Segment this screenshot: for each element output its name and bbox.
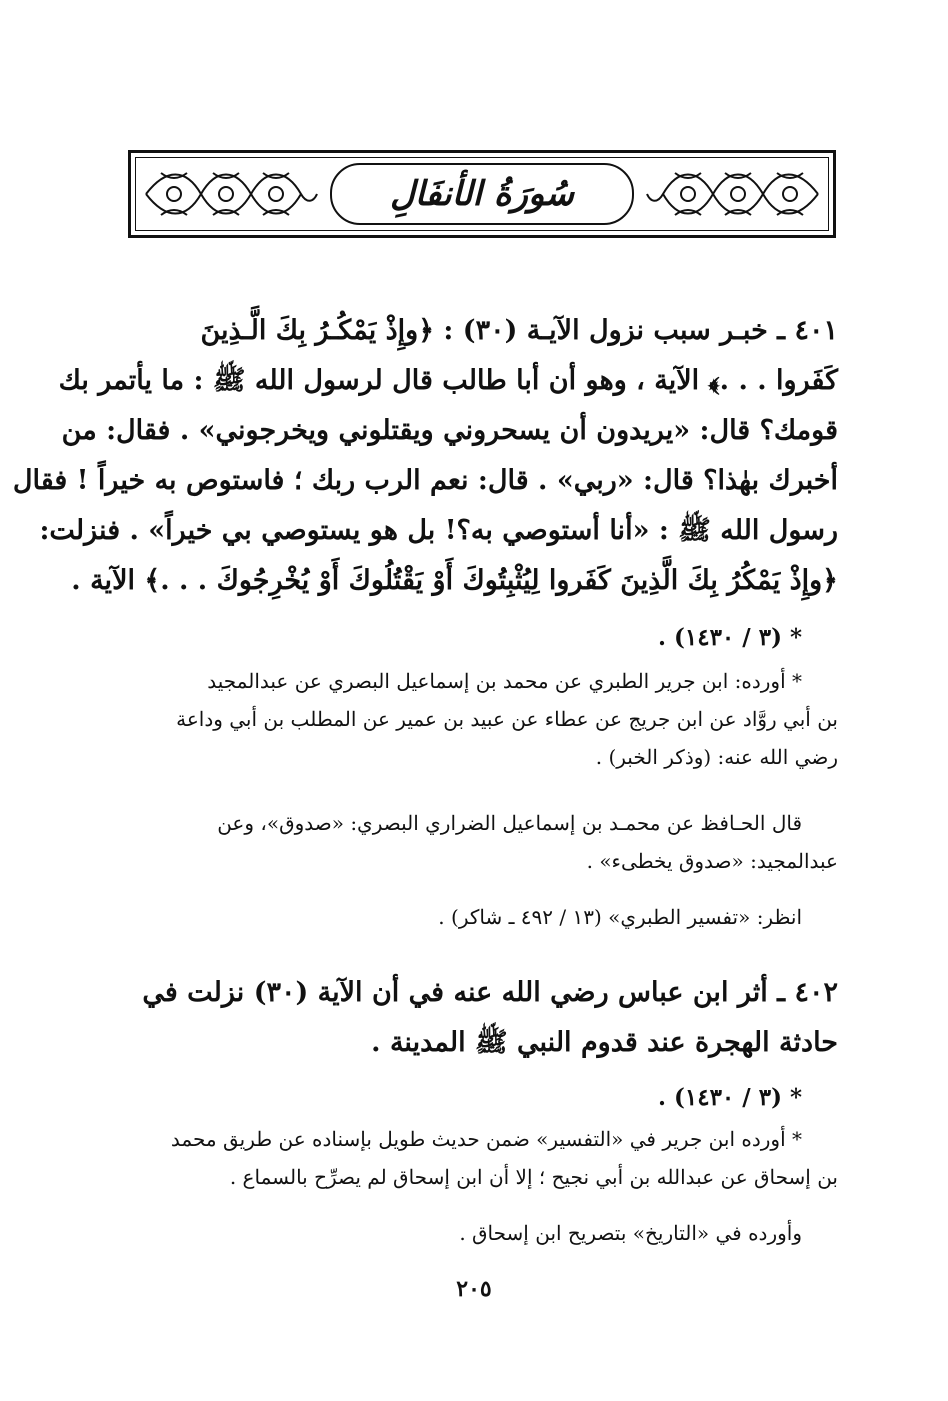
entry-401-note-line: عبدالمجيد: «صدوق يخطىء» . <box>586 849 838 873</box>
entry-402-reference <box>74 1078 838 1118</box>
entry-402-notes-2 <box>110 1214 838 1252</box>
entry-401-line: أخبرك بهٰذا؟ قال: «ربي» . قال: نعم الرب ربك ؛ فاستوص به خيراً ! فقال <box>12 465 838 496</box>
entry-401-reference <box>74 618 838 658</box>
entry-402-text <box>110 968 838 1068</box>
surah-title: سُورَةُ الأنفَالِ <box>390 174 575 214</box>
entry-401-note-line: رضي الله عنه: (وذكر الخبر) . <box>595 745 838 769</box>
entry-402-line: ٤٠٢ ـ أثر ابن عباس رضي الله عنه في أن الآية (٣٠) نزلت في <box>142 977 838 1008</box>
entry-401-line: رسول الله ﷺ : «أنا أستوصي به؟! بل هو يستوصي بي خيراً» . فنزلت: <box>39 515 838 546</box>
entry-402-note-line: وأورده في «التاريخ» بتصريح ابن إسحاق . <box>459 1221 802 1245</box>
surah-title-cartouche <box>330 163 634 225</box>
entry-402-note-line: بن إسحاق عن عبدالله بن أبي نجيح ؛ إلا أن ابن إسحاق لم يصرِّح بالسماع . <box>229 1165 838 1189</box>
entry-402-ref: * (٣ / ١٤٣٠) . <box>657 1084 802 1111</box>
entry-401-line: كَفَروا . . .﴾ الآية ، وهو أن أبا طالب قال لرسول الله ﷺ : ما يأتمر بك <box>58 365 838 396</box>
entry-401-notes-2 <box>110 804 838 880</box>
entry-402-note-line: * أورده ابن جرير في «التفسير» ضمن حديث طويل بإسناده عن طريق محمد <box>170 1127 802 1151</box>
entry-401-see-also <box>110 898 838 936</box>
entry-401-note-line: قال الحـافظ عن محمـد بن إسماعيل الضراري البصري: «صدوق»، وعن <box>217 811 802 835</box>
page-number: ٢٠٥ <box>456 1276 492 1302</box>
entry-402-notes <box>110 1120 838 1196</box>
surah-banner <box>128 150 836 238</box>
entry-401-note-line: * أورده: ابن جرير الطبري عن محمد بن إسماعيل البصري عن عبدالمجيد <box>207 669 802 693</box>
entry-401-text <box>12 306 838 606</box>
arabesque-ornament-left-icon <box>141 163 321 225</box>
entry-401-see: انظر: «تفسير الطبري» (١٣ / ٤٩٢ ـ شاكر) . <box>438 905 802 929</box>
entry-401-ref: * (٣ / ١٤٣٠) . <box>657 624 802 651</box>
entry-402-line: حادثة الهجرة عند قدوم النبي ﷺ المدينة . <box>371 1027 838 1058</box>
entry-401-note-line: بن أبي روَّاد عن ابن جريج عن عطاء عن عبيد بن عمير عن المطلب بن أبي وداعة <box>176 707 838 731</box>
entry-401-line: ٤٠١ ـ خبـر سبب نزول الآيـة (٣٠) : ﴿وإِذْ يَمْكُـرُ بِكَ الَّـذِينَ <box>200 315 838 346</box>
entry-401-notes <box>110 662 838 776</box>
arabesque-ornament-right-icon <box>643 163 823 225</box>
entry-401-line: قومك؟ قال: «يريدون أن يسحروني ويقتلوني ويخرجوني» . فقال: من <box>61 415 838 446</box>
entry-401-line: ﴿وإِذْ يَمْكُرُ بِكَ الَّذِينَ كَفَروا لِيُثْبِتُوكَ أَوْ يَقْتُلُوكَ أَوْ يُخْرِجُوكَ . . .﴾ الآية . <box>71 565 838 596</box>
